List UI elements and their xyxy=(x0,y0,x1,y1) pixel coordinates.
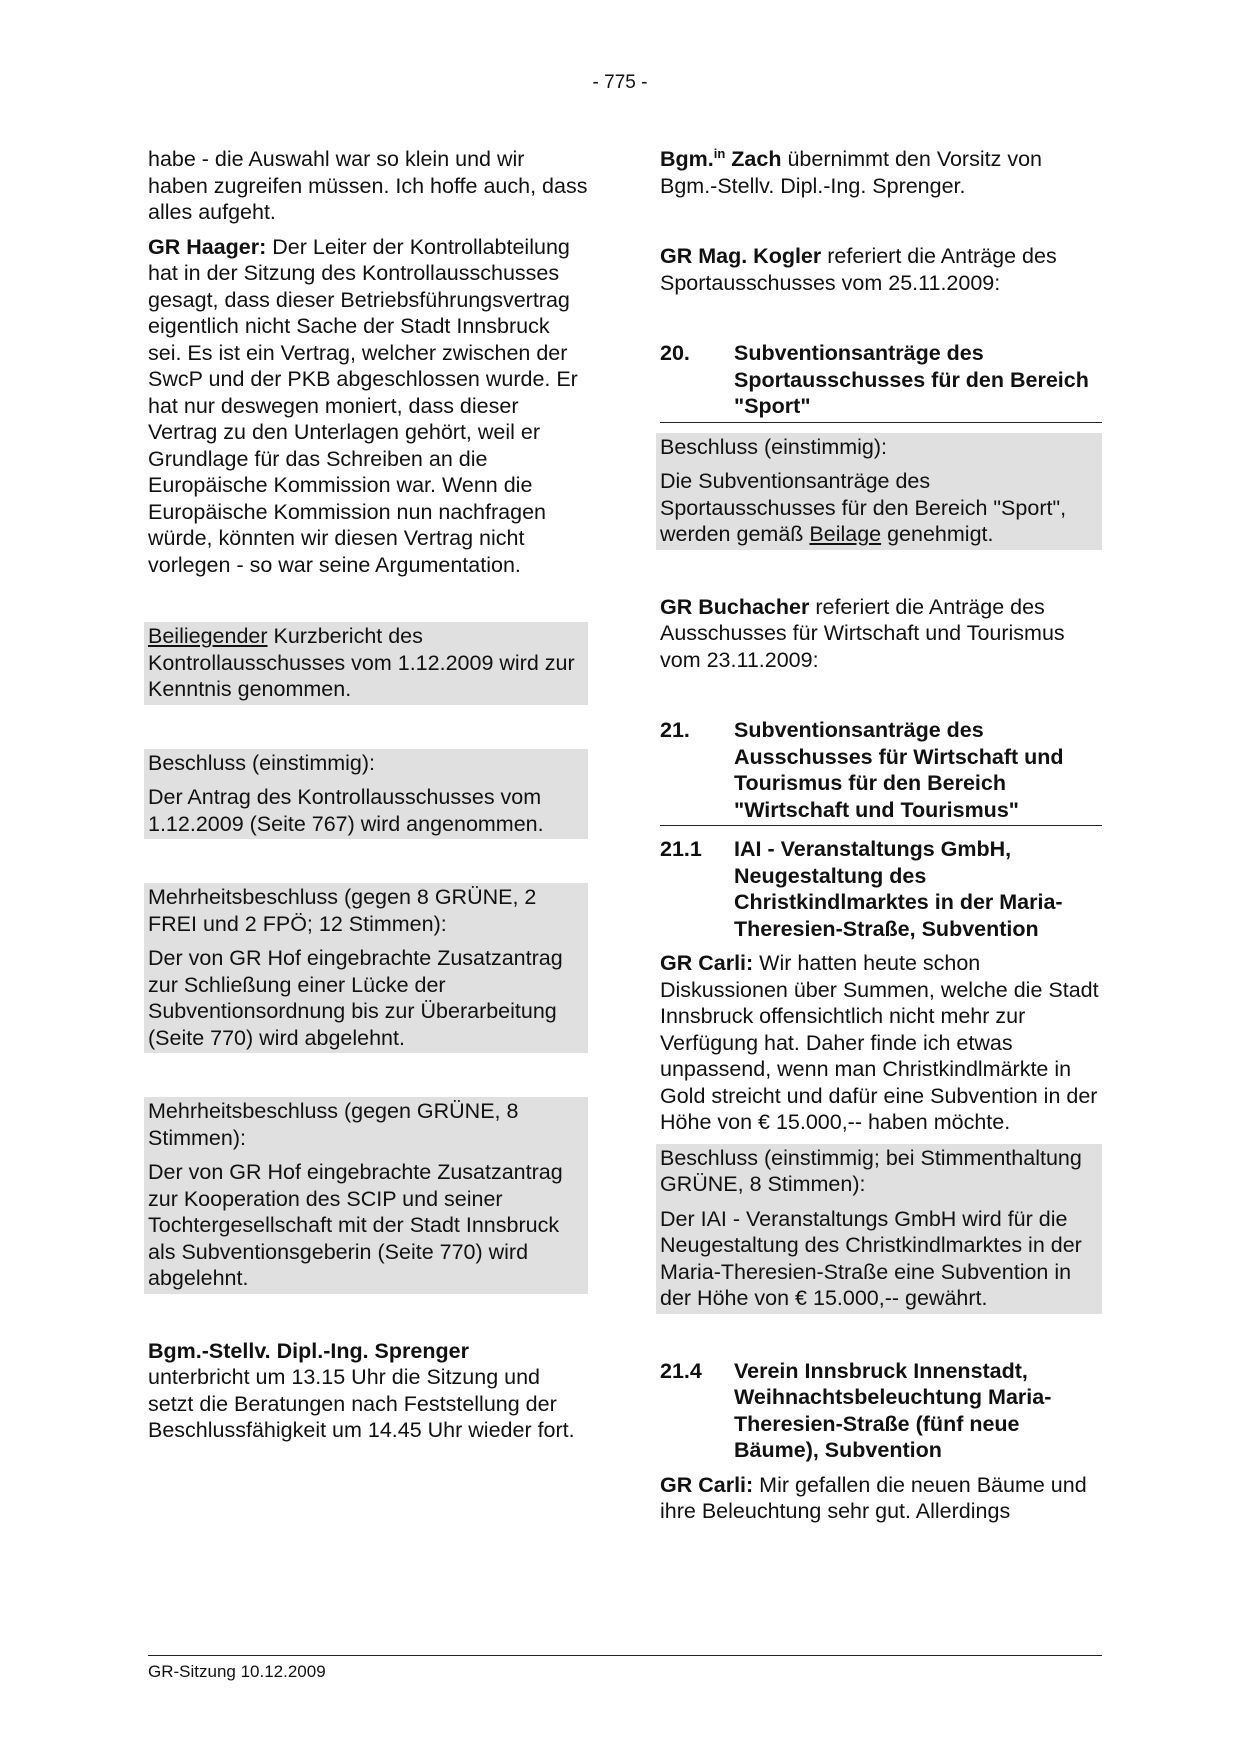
paragraph: habe - die Auswahl war so klein und wir haben zugreifen müssen. Ich hoffe auch, dass alles aufgeht. xyxy=(148,147,588,224)
speaker-name: GR Mag. Kogler xyxy=(660,244,822,268)
speaker-title-suffix: in xyxy=(713,146,726,161)
paragraph-sprenger xyxy=(148,1338,588,1444)
section-number: 21. xyxy=(660,718,690,742)
resolution-box xyxy=(656,1144,1102,1314)
resolution-text xyxy=(148,623,584,703)
section-heading-20 xyxy=(660,340,1102,423)
paragraph-carli xyxy=(660,950,1102,1136)
paragraph-chair xyxy=(660,146,1102,199)
resolution-text xyxy=(660,468,1098,548)
speaker-surname: Zach xyxy=(725,147,782,171)
resolution-text: Der Antrag des Kontrollausschusses vom 1.12.2009 (Seite 767) wird angenommen. xyxy=(148,785,544,836)
resolution-text: Der von GR Hof eingebrachte Zusatzantrag zur Kooperation des SCIP und seiner Tochtergesellschaft mit der Stadt Innsbruck als Subventionsgeberin (Seite 770) wird abgelehnt. xyxy=(148,1160,563,1290)
resolution-box xyxy=(144,749,588,840)
left-column xyxy=(148,146,588,1444)
paragraph-haager xyxy=(148,234,588,579)
speaker-name: GR Haager: xyxy=(148,234,267,259)
resolution-text: Der IAI - Veranstaltungs GmbH wird für die Neugestaltung des Christkindlmarktes in der Maria-Theresien-Straße eine Subvention in der Höhe von € 15.000,-- gewährt. xyxy=(660,1206,1082,1310)
section-title: IAI - Veranstaltungs GmbH, Neugestaltung des Christkindlmarktes in der Maria-Theresien-Straße, Subvention xyxy=(734,837,1063,941)
speaker-name xyxy=(660,147,781,171)
paragraph-buchacher xyxy=(660,594,1102,674)
paragraph-carli-2 xyxy=(660,1472,1102,1525)
resolution-body: Die Subventionsanträge des Sportausschusses für den Bereich "Sport", werden gemäß xyxy=(660,469,1067,546)
speaker-name: GR Carli: xyxy=(660,1472,754,1497)
page-footer: GR-Sitzung 10.12.2009 xyxy=(148,1655,1102,1682)
speech-text: Wir hatten heute schon Diskussionen über Summen, welche die Stadt Innsbruck offensichtlich nicht mehr zur Verfügung hat. Daher finde ich etwas unpassend, wenn man Christkindlmärkte in Gold streicht und dafür eine Subvention in der Höhe von € 15.000,-- haben möchte. xyxy=(660,951,1099,1134)
section-heading-21-1 xyxy=(660,836,1102,942)
resolution-heading: Beschluss (einstimmig; bei Stimmenthaltung GRÜNE, 8 Stimmen): xyxy=(660,1145,1082,1196)
section-title: Subventionsanträge des Sportausschusses für den Bereich "Sport" xyxy=(734,341,1089,418)
paragraph-text: referiert die Anträge des Ausschusses für Wirtschaft und Tourismus vom 23.11.2009: xyxy=(660,594,1065,672)
paragraph-text: unterbricht um 13.15 Uhr die Sitzung und setzt die Beratungen nach Feststellung der Beschlussfähigkeit um 14.45 Uhr wieder fort. xyxy=(148,1365,575,1442)
section-number: 21.1 xyxy=(660,837,702,861)
speech-text: Mir gefallen die neuen Bäume und ihre Beleuchtung sehr gut. Allerdings xyxy=(660,1472,1087,1523)
attachment-link[interactable]: Beiliegender xyxy=(148,624,268,648)
resolution-body: Kurzbericht des Kontrollausschusses vom 1.12.2009 wird zur Kenntnis genommen. xyxy=(148,624,575,701)
speech-text: Der Leiter der Kontrollabteilung hat in der Sitzung des Kontrollausschusses gesagt, dass dieser Betriebsführungsvertrag eigentlich nicht Sache der Stadt Innsbruck sei. Es ist ein Vertrag, welcher zwischen der SwcP und der PKB abgeschlossen wurde. Er hat nur deswegen moniert, dass dieser Vertrag zu den Unterlagen gehört, weil er Grundlage für das Schreiben an die Europäische Kommission war. Wenn die Europäische Kommission nun nachfragen würde, könnten wir diesen Vertrag nicht vorlegen - so war seine Argumentation. xyxy=(148,234,578,577)
resolution-text: Der von GR Hof eingebrachte Zusatzantrag zur Schließung einer Lücke der Subventionsordnung bis zur Überarbeitung (Seite 770) wird abgelehnt. xyxy=(148,946,563,1050)
resolution-box xyxy=(144,622,588,705)
resolution-heading: Mehrheitsbeschluss (gegen GRÜNE, 8 Stimmen): xyxy=(148,1099,519,1150)
paragraph-text: referiert die Anträge des Sportausschusses vom 25.11.2009: xyxy=(660,244,1057,295)
speaker-name: Bgm.-Stellv. Dipl.-Ing. Sprenger xyxy=(148,1338,469,1363)
paragraph-kogler xyxy=(660,243,1102,296)
resolution-body-end: genehmigt. xyxy=(881,522,994,546)
page-number: - 775 - xyxy=(592,72,648,93)
paragraph-text: übernimmt den Vorsitz von Bgm.-Stellv. Dipl.-Ing. Sprenger. xyxy=(660,147,1042,198)
speaker-title: Bgm. xyxy=(660,147,714,171)
section-number: 21.4 xyxy=(660,1358,702,1383)
section-heading-21-4 xyxy=(660,1358,1102,1464)
resolution-box xyxy=(144,1097,588,1294)
attachment-link[interactable]: Beilage xyxy=(809,522,882,546)
speaker-name: GR Carli: xyxy=(660,951,754,975)
resolution-heading: Beschluss (einstimmig): xyxy=(148,750,375,775)
right-column xyxy=(660,146,1102,1525)
resolution-box xyxy=(656,433,1102,550)
resolution-box xyxy=(144,883,588,1053)
resolution-heading: Mehrheitsbeschluss (gegen 8 GRÜNE, 2 FREI und 2 FPÖ; 12 Stimmen): xyxy=(148,885,537,936)
section-number: 20. xyxy=(660,341,690,365)
resolution-heading: Beschluss (einstimmig): xyxy=(660,434,887,459)
section-heading-21 xyxy=(660,717,1102,826)
section-title: Subventionsanträge des Ausschusses für Wirtschaft und Tourismus für den Bereich "Wirtschaft und Tourismus" xyxy=(734,718,1064,822)
speaker-name: GR Buchacher xyxy=(660,594,810,619)
section-title: Verein Innsbruck Innenstadt, Weihnachtsbeleuchtung Maria-Theresien-Straße (fünf neue Bäume), Subvention xyxy=(734,1358,1052,1462)
